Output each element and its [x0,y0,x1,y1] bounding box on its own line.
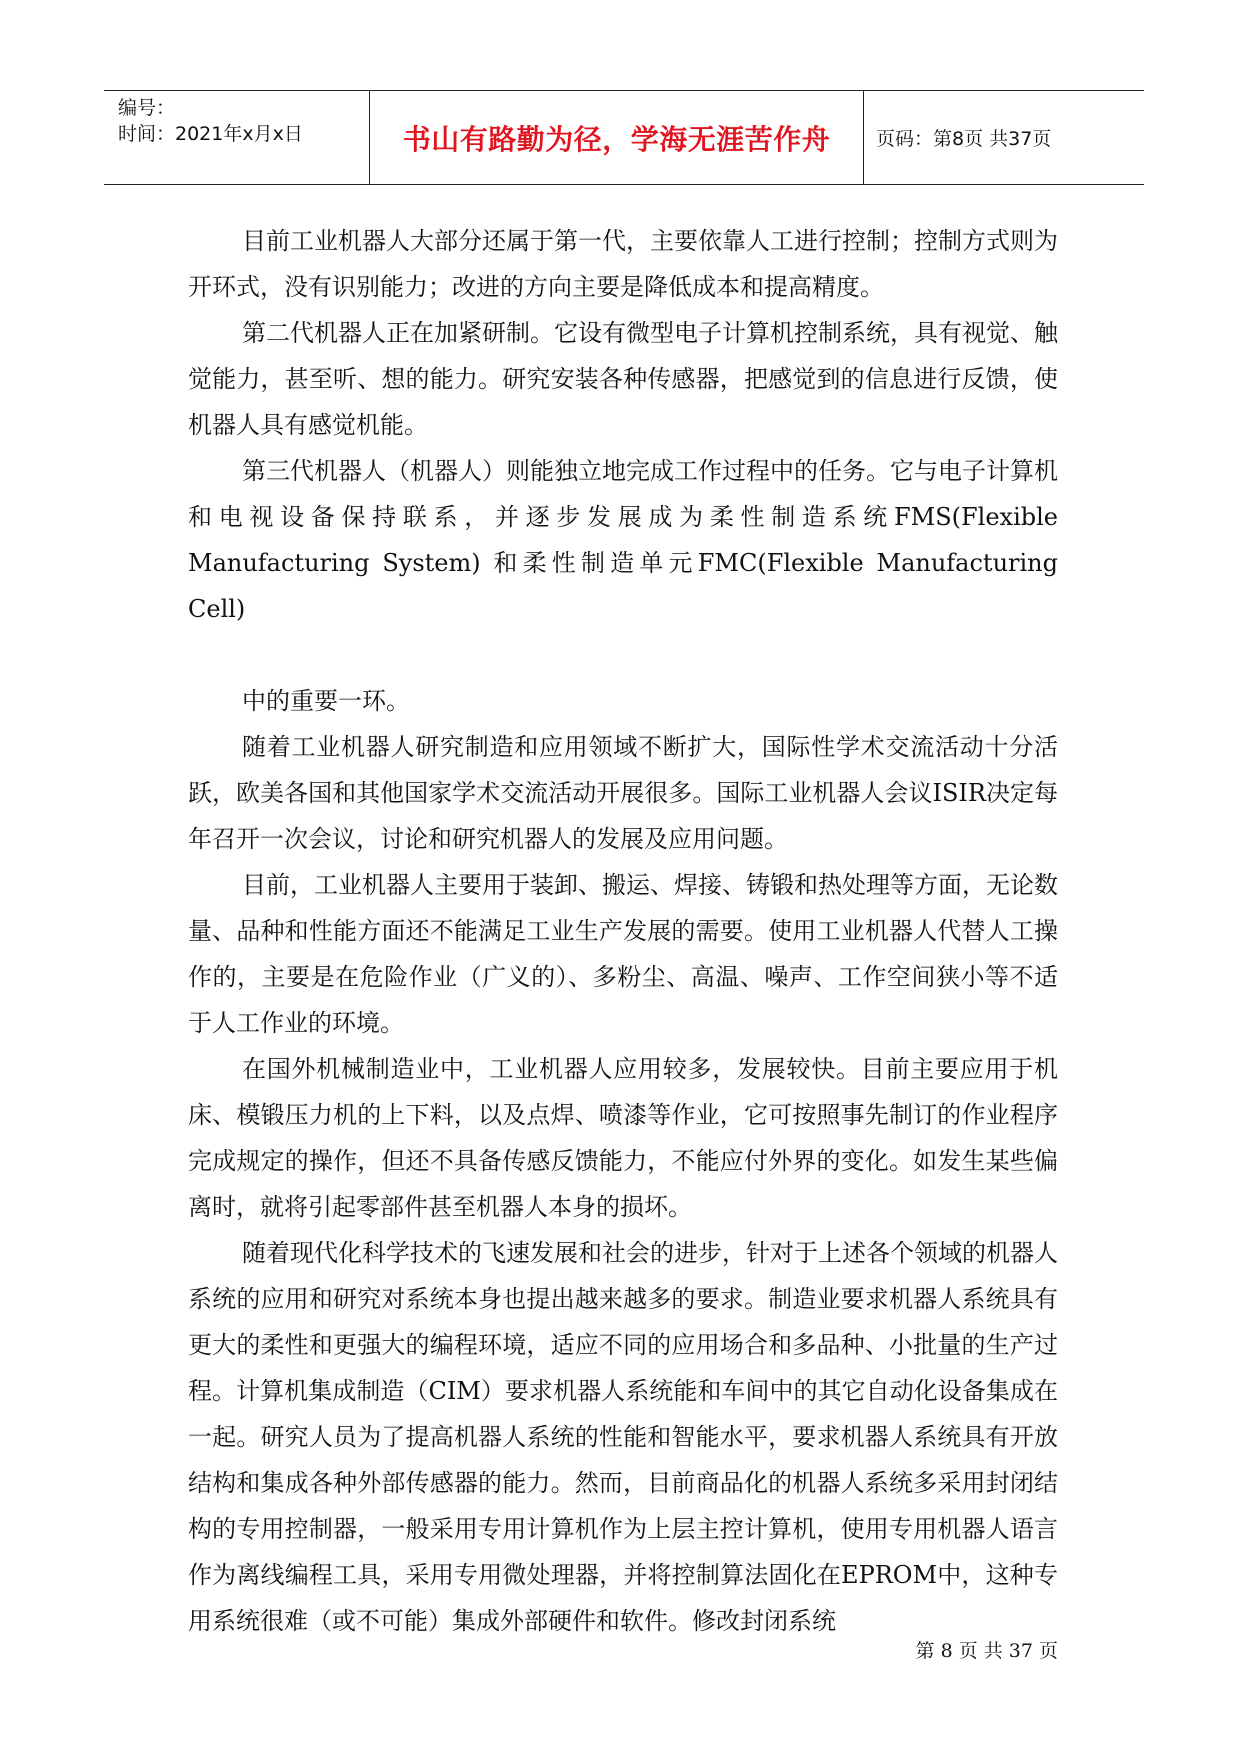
header-page-code: 页码：第8页 共37页 [876,128,1052,150]
document-body [188,218,1058,1644]
paragraph-first-generation: 目前工业机器人大部分还属于第一代，主要依靠人工进行控制；控制方式则为开环式，没有识别能力；改进的方向主要是降低成本和提高精度。 [188,227,1058,301]
paragraph-academic-exchange: 随着工业机器人研究制造和应用领域不断扩大，国际性学术交流活动十分活跃，欧美各国和其他国家学术交流活动开展很多。国际工业机器人会议ISIR决定每年召开一次会议，讨论和研究机器人的发展及应用问题。 [188,733,1058,853]
page-header [104,90,1144,185]
page-footer: 第 8 页 共 37 页 [915,1640,1058,1662]
paragraph-third-generation: 第三代机器人（机器人）则能独立地完成工作过程中的任务。它与电子计算机和电视设备保持联系，并逐步发展成为柔性制造系统FMS(Flexible Manufacturing System) 和柔性制造单元FMC(Flexible Manufacturing Cell) [188,457,1058,623]
header-motto: 书山有路勤为径，学海无涯苦作舟 [402,122,831,156]
header-left-cell [104,91,369,184]
document-number-label: 编号： [118,97,176,119]
header-motto-cell [369,91,864,184]
header-page-cell [864,91,1144,184]
paragraph-current-applications: 目前，工业机器人主要用于装卸、搬运、焊接、铸锻和热处理等方面，无论数量、品种和性能方面还不能满足工业生产发展的需要。使用工业机器人代替人工操作的，主要是在危险作业（广义的）、多粉尘、高温、噪声、工作空间狭小等不适于人工作业的环境。 [188,871,1058,1037]
paragraph-important-link: 中的重要一环。 [242,687,410,715]
document-time-label: 时间：2021年x月x日 [118,123,303,145]
paragraph-modern-requirements: 随着现代化科学技术的飞速发展和社会的进步，针对于上述各个领域的机器人系统的应用和研究对系统本身也提出越来越多的要求。制造业要求机器人系统具有更大的柔性和更强大的编程环境，适应不同的应用场合和多品种、小批量的生产过程。计算机集成制造（CIM）要求机器人系统能和车间中的其它自动化设备集成在一起。研究人员为了提高机器人系统的性能和智能水平，要求机器人系统具有开放结构和集成各种外部传感器的能力。然而，目前商品化的机器人系统多采用封闭结构的专用控制器，一般采用专用计算机作为上层主控计算机，使用专用机器人语言作为离线编程工具，采用专用微处理器，并将控制算法固化在EPROM中，这种专用系统很难（或不可能）集成外部硬件和软件。修改封闭系统 [188,1239,1058,1635]
paragraph-second-generation: 第二代机器人正在加紧研制。它设有微型电子计算机控制系统，具有视觉、触觉能力，甚至听、想的能力。研究安装各种传感器，把感觉到的信息进行反馈，使机器人具有感觉机能。 [188,319,1058,439]
paragraph-foreign-manufacturing: 在国外机械制造业中，工业机器人应用较多，发展较快。目前主要应用于机床、模锻压力机的上下料，以及点焊、喷漆等作业，它可按照事先制订的作业程序完成规定的操作，但还不具备传感反馈能力，不能应付外界的变化。如发生某些偏离时，就将引起零部件甚至机器人本身的损坏。 [188,1055,1058,1221]
